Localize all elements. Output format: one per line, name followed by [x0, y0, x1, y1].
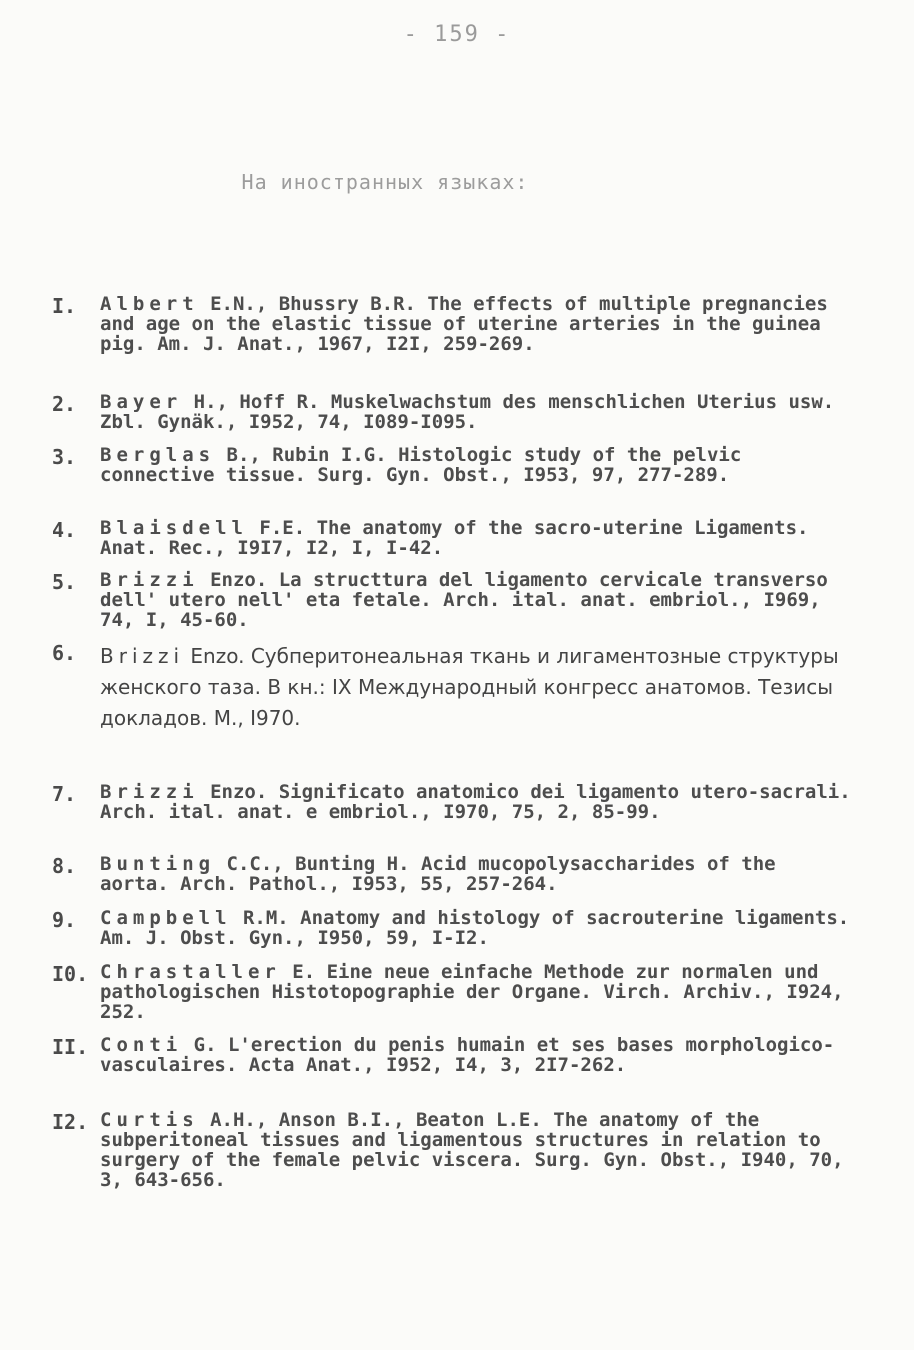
reference-item	[52, 641, 852, 734]
reference-text: C.C., Bunting H. Acid mucopolysaccharides of the aorta. Arch. Pathol., I953, 55, 257-264.	[100, 853, 788, 895]
reference-number: 3.	[52, 445, 77, 469]
reference-item	[52, 570, 852, 630]
reference-text: Enzo. Significato anatomico dei ligamento utero-sacrali. Arch. ital. anat. e embriol., I970, 75, 2, 85-99.	[100, 781, 863, 823]
reference-text: F.E. The anatomy of the sacro-uterine Ligaments. Anat. Rec., I9I7, I2, I, I-42.	[100, 517, 820, 559]
section-heading: На иностранных языках:	[241, 170, 529, 194]
reference-author: Albert	[100, 293, 199, 315]
reference-item	[52, 294, 852, 354]
reference-author: Berglas	[100, 444, 216, 466]
reference-item	[52, 1109, 855, 1191]
reference-item	[52, 518, 852, 558]
reference-item	[52, 961, 855, 1023]
reference-item	[52, 781, 863, 823]
reference-author: Campbell	[100, 907, 232, 929]
reference-number: 7.	[52, 782, 77, 806]
reference-author: Blaisdell	[100, 517, 248, 539]
reference-item	[52, 854, 852, 894]
reference-item	[52, 445, 852, 485]
reference-text: H., Hoff R. Muskelwachstum des menschlichen Uterius usw. Zbl. Gynäk., I952, 74, I089-I095.	[100, 391, 846, 433]
reference-number: 5.	[52, 570, 77, 594]
reference-text: E. Eine neue einfache Methode zur normalen und pathologischen Histotopographie der Organe. Virch. Archiv., I924, 252.	[100, 961, 855, 1023]
reference-number: 6.	[52, 641, 77, 665]
reference-text: G. L'erection du penis humain et ses bases morphologico-vasculaires. Acta Anat., I952, I4, 3, 2I7-262.	[100, 1034, 835, 1076]
reference-item	[52, 1035, 852, 1075]
reference-number: I0.	[52, 962, 89, 986]
reference-text: B., Rubin I.G. Histologic study of the pelvic connective tissue. Surg. Gyn. Obst., I953, 97, 277-289.	[100, 444, 753, 486]
reference-author: Brizzi	[100, 644, 185, 668]
reference-author: Brizzi	[100, 781, 199, 803]
page-number: - 159 -	[403, 22, 511, 47]
reference-item	[52, 392, 852, 432]
reference-text: A.H., Anson B.I., Beaton L.E. The anatomy of the subperitoneal tissues and ligamentous structures in relation to surgery of the female pelvic viscera. Surg. Gyn. Obst., I940, 70, 3, 643-656.	[100, 1109, 855, 1191]
reference-author: Bayer	[100, 391, 183, 413]
reference-number: 9.	[52, 908, 77, 932]
reference-number: I2.	[52, 1110, 89, 1134]
reference-number: 4.	[52, 518, 77, 542]
reference-number: I.	[52, 294, 77, 318]
reference-author: Bunting	[100, 853, 216, 875]
reference-number: 8.	[52, 854, 77, 878]
reference-text: E.N., Bhussry B.R. The effects of multiple pregnancies and age on the elastic tissue of uterine arteries in the guinea pig. Am. J. Anat., 1967, I2I, 259-269.	[100, 293, 840, 355]
reference-author: Brizzi	[100, 569, 199, 591]
reference-author: Chrastaller	[100, 961, 281, 983]
reference-number: II.	[52, 1035, 89, 1059]
reference-text: Enzo. La structtura del ligamento cervicale transverso dell' utero nell' eta fetale. Arch. ital. anat. embriol., I969, 74, I, 45-60.	[100, 569, 840, 631]
reference-text: R.M. Anatomy and histology of sacrouterine ligaments. Am. J. Obst. Gyn., I950, 59, I-I2.	[100, 907, 861, 949]
reference-author: Conti	[100, 1034, 183, 1056]
reference-number: 2.	[52, 392, 77, 416]
reference-author: Curtis	[100, 1109, 199, 1131]
reference-text: Enzo. Субперитонеальная ткань и лигаментозные структуры женского таза. В кн.: IX Международный конгресс анатомов. Тезисы докладов. М., I970.	[100, 644, 846, 730]
reference-item	[52, 907, 861, 949]
